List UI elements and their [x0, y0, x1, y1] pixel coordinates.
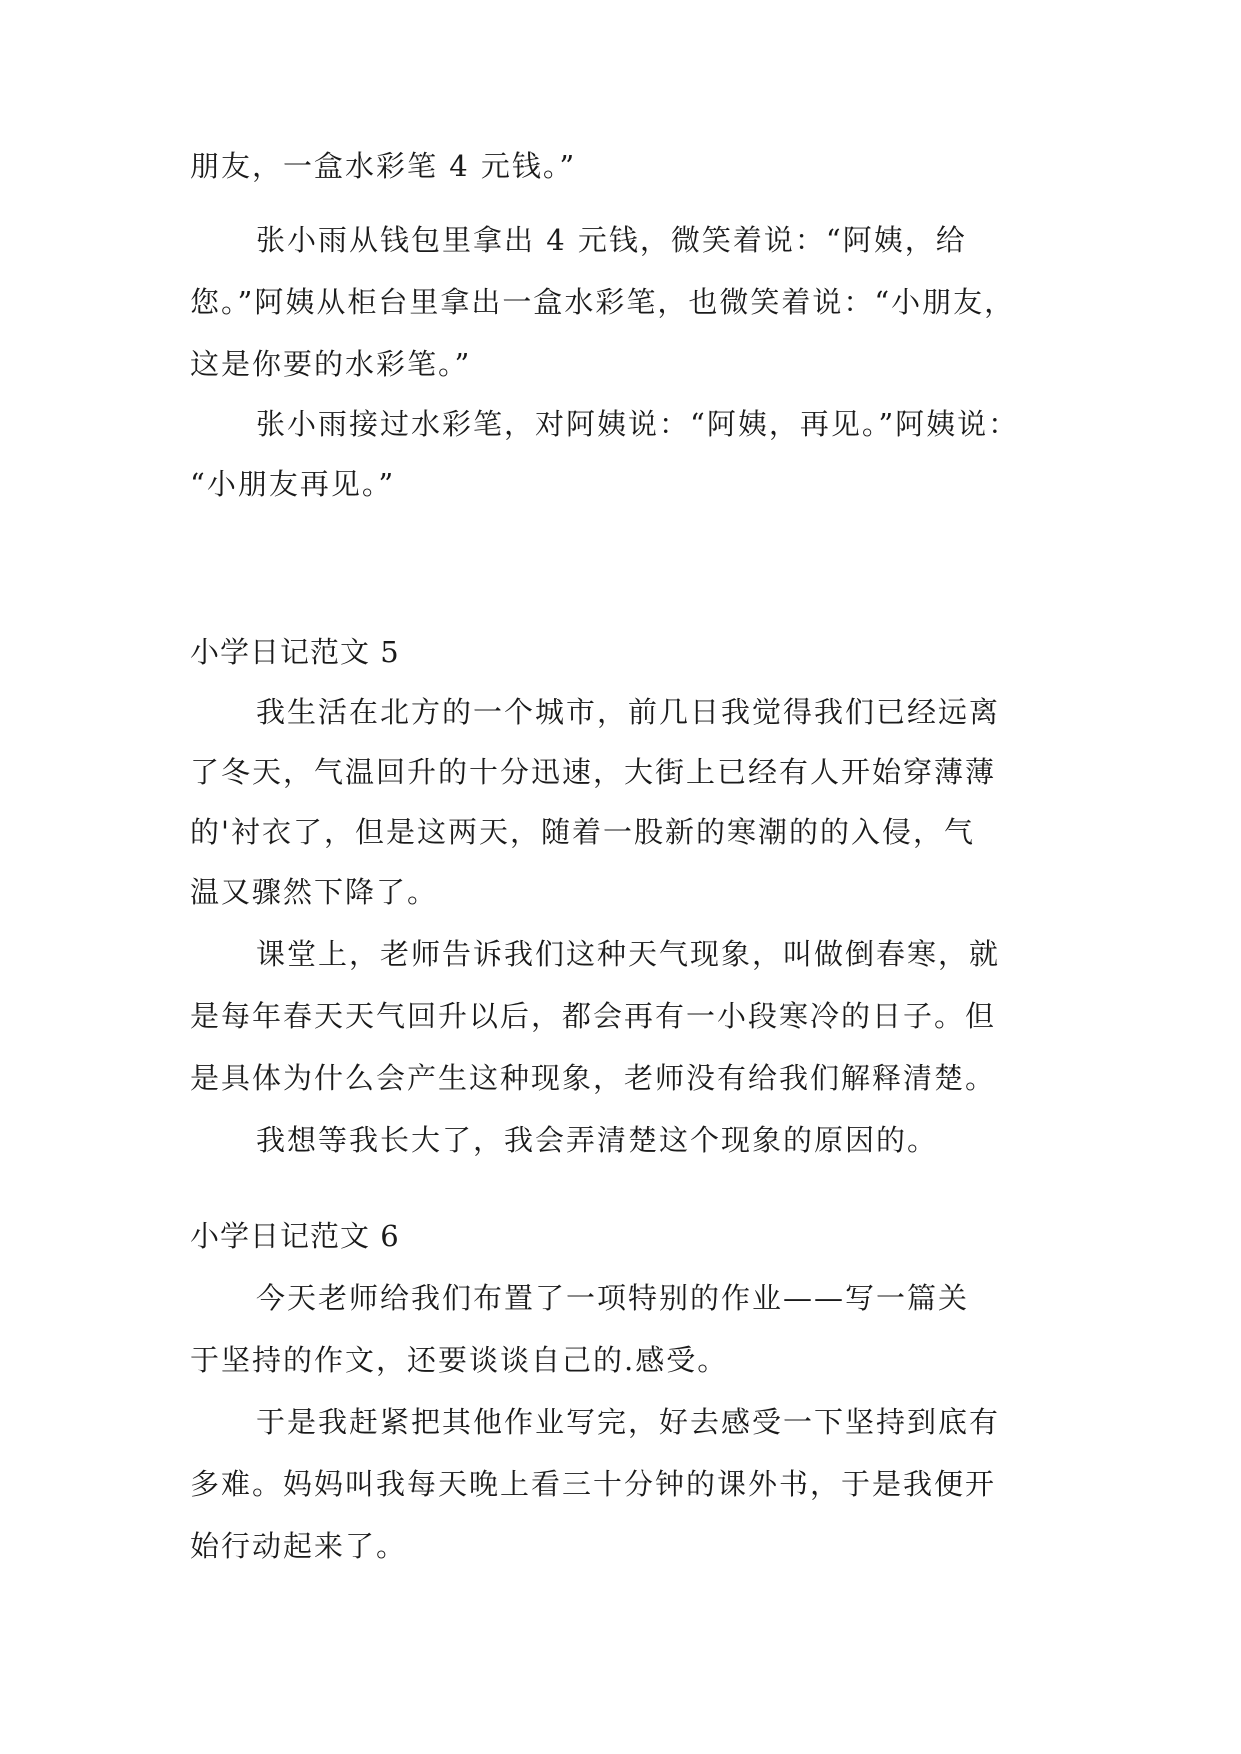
paragraph-line: 是具体为什么会产生这种现象，老师没有给我们解释清楚。 — [190, 1061, 997, 1095]
paragraph-line: “小朋友再见。” — [190, 467, 396, 501]
paragraph-line: 您。”阿姨从柜台里拿出一盒水彩笔，也微笑着说：“小朋友， — [190, 285, 1016, 319]
section-heading: 小学日记范文 5 — [190, 635, 400, 669]
paragraph-line: 始行动起来了。 — [190, 1529, 408, 1563]
section-heading: 小学日记范文 6 — [190, 1219, 400, 1253]
paragraph-line: 了冬天，气温回升的十分迅速，大街上已经有人开始穿薄薄 — [190, 755, 997, 789]
paragraph-line: 今天老师给我们布置了一项特别的作业——写一篇关 — [256, 1281, 970, 1315]
paragraph-line: 我生活在北方的一个城市，前几日我觉得我们已经远离 — [256, 695, 1001, 729]
paragraph-line: 于是我赶紧把其他作业写完，好去感受一下坚持到底有 — [256, 1405, 1001, 1439]
paragraph-line: 课堂上，老师告诉我们这种天气现象，叫做倒春寒，就 — [256, 937, 1001, 971]
paragraph-line: 张小雨接过水彩笔，对阿姨说：“阿姨，再见。”阿姨说： — [256, 407, 1020, 441]
paragraph-line: 于坚持的作文，还要谈谈自己的.感受。 — [190, 1343, 729, 1377]
paragraph-line: 张小雨从钱包里拿出 4 元钱，微笑着说：“阿姨，给 — [256, 223, 967, 257]
paragraph-line: 我想等我长大了，我会弄清楚这个现象的原因的。 — [256, 1123, 939, 1157]
paragraph-line: 是每年春天天气回升以后，都会再有一小段寒冷的日子。但 — [190, 999, 997, 1033]
paragraph-line: 朋友，一盒水彩笔 4 元钱。” — [190, 149, 577, 183]
paragraph-line: 这是你要的水彩笔。” — [190, 347, 472, 381]
paragraph-line: 多难。妈妈叫我每天晚上看三十分钟的课外书，于是我便开 — [190, 1467, 997, 1501]
paragraph-line: 温又骤然下降了。 — [190, 875, 439, 909]
paragraph-line: 的'衬衣了，但是这两天，随着一股新的寒潮的的入侵，气 — [190, 815, 975, 849]
